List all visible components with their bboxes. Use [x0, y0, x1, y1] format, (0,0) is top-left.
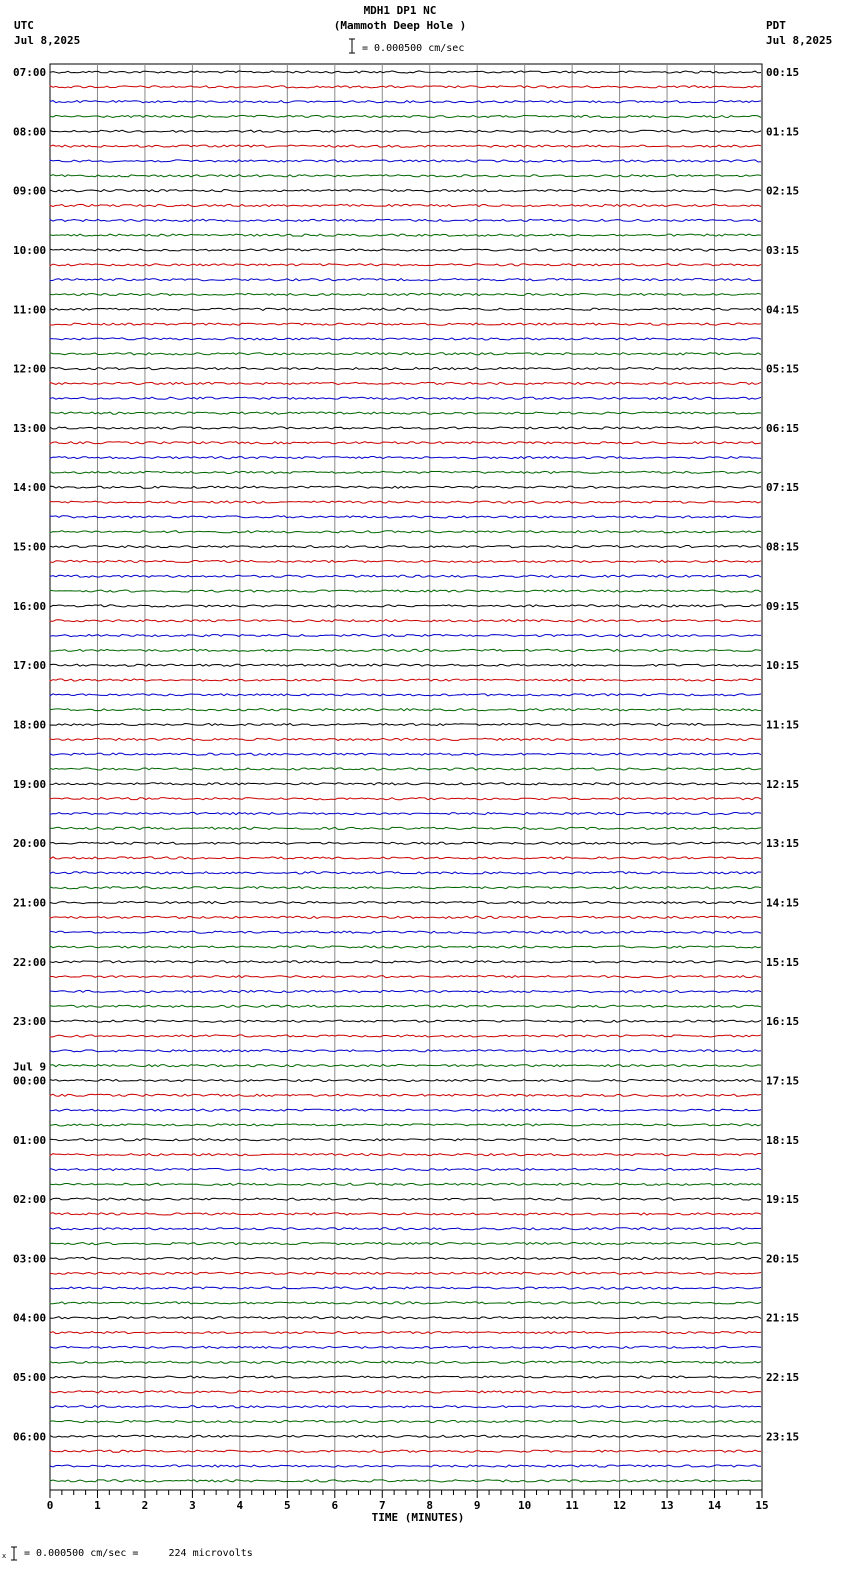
utc-hour-label: 09:00 [13, 184, 47, 198]
seismic-trace [50, 887, 761, 889]
pdt-hour-label: 14:15 [766, 896, 800, 910]
seismic-trace [50, 368, 761, 370]
utc-hour-label: 20:00 [13, 837, 47, 851]
seismic-trace [50, 738, 761, 740]
utc-hour-label: 22:00 [13, 955, 47, 969]
seismic-trace [50, 86, 761, 88]
scale-bar-icon [349, 39, 355, 53]
seismic-trace [50, 931, 761, 933]
seismic-trace [50, 679, 761, 681]
pdt-hour-label: 04:15 [766, 303, 800, 317]
seismic-trace [50, 442, 761, 444]
seismic-trace [50, 575, 761, 577]
seismic-trace [50, 160, 761, 162]
seismic-trace [50, 590, 761, 592]
seismic-trace [50, 560, 761, 562]
seismic-trace [50, 382, 761, 384]
utc-hour-label: 05:00 [13, 1371, 47, 1385]
seismic-trace [50, 664, 761, 666]
pdt-hour-label: 21:15 [766, 1311, 800, 1325]
seismic-trace [50, 190, 761, 192]
x-tick-label: 4 [236, 1499, 244, 1512]
pdt-label: PDT [766, 19, 786, 32]
seismic-trace [50, 990, 761, 992]
seismic-trace [50, 219, 761, 221]
seismic-trace [50, 1139, 761, 1141]
seismic-trace [50, 145, 761, 147]
pdt-hour-label: 03:15 [766, 243, 800, 257]
utc-hour-label: 19:00 [13, 777, 47, 791]
seismic-trace [50, 1124, 761, 1126]
utc-hour-label: 17:00 [13, 659, 47, 673]
seismic-trace [50, 1450, 761, 1452]
seismic-trace [50, 249, 761, 251]
seismic-trace [50, 857, 761, 859]
seismic-trace [50, 234, 761, 236]
seismic-trace [50, 768, 761, 770]
seismic-trace [50, 709, 761, 711]
seismic-trace [50, 1168, 761, 1170]
x-tick-label: 3 [189, 1499, 196, 1512]
station-location: (Mammoth Deep Hole ) [333, 19, 467, 32]
seismic-trace [50, 1465, 761, 1467]
x-tick-label: 0 [46, 1499, 54, 1512]
utc-hour-label: 16:00 [13, 599, 47, 613]
seismic-trace [50, 1376, 761, 1378]
seismic-trace [50, 323, 761, 325]
utc-hour-label: 21:00 [13, 896, 47, 910]
seismic-trace [50, 1257, 761, 1259]
pdt-hour-label: 05:15 [766, 362, 800, 376]
seismic-trace [50, 279, 761, 281]
seismic-trace [50, 175, 761, 177]
utc-hour-label: 01:00 [13, 1133, 47, 1147]
seismic-trace [50, 827, 761, 829]
seismic-trace [50, 723, 761, 725]
seismic-trace [50, 308, 761, 310]
utc-hour-label: 04:00 [13, 1311, 47, 1325]
pdt-hour-label: 15:15 [766, 955, 800, 969]
pdt-hour-label: 06:15 [766, 421, 800, 435]
seismic-trace [50, 872, 761, 874]
seismic-trace [50, 1079, 761, 1081]
pdt-hour-label: 17:15 [766, 1074, 800, 1088]
x-tick-label: 8 [426, 1499, 434, 1512]
seismic-trace [50, 1243, 761, 1245]
seismic-trace [50, 753, 761, 755]
seismic-trace [50, 412, 761, 414]
x-tick-label: 12 [612, 1499, 627, 1512]
date-change-label: Jul 9 [13, 1060, 47, 1074]
pdt-hour-label: 20:15 [766, 1252, 800, 1266]
x-tick-label: 9 [473, 1499, 481, 1512]
x-tick-label: 14 [707, 1499, 722, 1512]
seismic-trace [50, 1094, 761, 1096]
seismic-trace [50, 486, 761, 488]
seismic-trace [50, 916, 761, 918]
pdt-hour-label: 12:15 [766, 777, 800, 791]
seismic-trace [50, 1346, 761, 1348]
pdt-hour-label: 07:15 [766, 481, 800, 495]
seismic-trace [50, 1035, 761, 1037]
pdt-hour-label: 11:15 [766, 718, 800, 732]
seismic-trace [50, 338, 761, 340]
x-tick-label: 11 [565, 1499, 579, 1512]
seismic-trace [50, 976, 761, 978]
pdt-hour-label: 00:15 [766, 66, 800, 79]
seismic-trace [50, 293, 761, 295]
seismic-trace [50, 798, 761, 800]
seismic-trace [50, 353, 761, 355]
utc-hour-label: 23:00 [13, 1015, 47, 1029]
seismic-trace [50, 1421, 761, 1423]
utc-hour-label: 12:00 [13, 362, 47, 376]
seismic-trace [50, 264, 761, 266]
pdt-hour-label: 08:15 [766, 540, 800, 554]
pdt-hour-label: 16:15 [766, 1015, 800, 1029]
utc-hour-label: 14:00 [13, 481, 47, 495]
pdt-hour-label: 13:15 [766, 837, 800, 851]
seismic-trace [50, 901, 761, 903]
seismic-trace [50, 694, 761, 696]
seismic-trace [50, 1435, 761, 1437]
seismic-trace [50, 649, 761, 651]
seismic-trace [50, 471, 761, 473]
seismic-trace [50, 501, 761, 503]
seismic-trace [50, 634, 761, 636]
utc-hour-label: 02:00 [13, 1193, 47, 1207]
utc-hour-label: 13:00 [13, 421, 47, 435]
seismic-trace [50, 1332, 761, 1334]
utc-hour-label: 00:00 [13, 1074, 47, 1088]
seismic-trace [50, 1480, 761, 1482]
pdt-hour-label: 19:15 [766, 1193, 800, 1207]
utc-hour-label: 03:00 [13, 1252, 47, 1266]
seismic-trace [50, 115, 761, 117]
seismic-trace [50, 812, 761, 814]
seismic-trace [50, 620, 761, 622]
seismic-trace [50, 546, 761, 548]
seismic-trace [50, 457, 761, 459]
utc-hour-label: 08:00 [13, 125, 47, 139]
pdt-hour-label: 10:15 [766, 659, 800, 673]
pdt-date: Jul 8,2025 [766, 34, 833, 47]
x-tick-label: 2 [141, 1499, 149, 1512]
station-title: MDH1 DP1 NC [363, 4, 437, 17]
seismic-trace [50, 427, 761, 429]
seismic-trace [50, 961, 761, 963]
utc-hour-label: 07:00 [13, 66, 47, 79]
seismic-trace [50, 397, 761, 399]
seismic-trace [50, 1005, 761, 1007]
pdt-hour-label: 23:15 [766, 1430, 800, 1444]
seismic-trace [50, 101, 761, 103]
seismic-trace [50, 1198, 761, 1200]
seismic-trace [50, 204, 761, 206]
seismic-trace [50, 1154, 761, 1156]
utc-hour-label: 15:00 [13, 540, 47, 554]
plot-frame [50, 64, 762, 1490]
seismic-trace [50, 1287, 761, 1289]
x-tick-label: 10 [518, 1499, 532, 1512]
footer-scale-note: = 0.000500 cm/sec = 224 microvolts [24, 1548, 253, 1559]
x-tick-label: 7 [378, 1499, 386, 1512]
pdt-hour-label: 09:15 [766, 599, 800, 613]
pdt-hour-label: 18:15 [766, 1133, 800, 1147]
seismic-trace [50, 605, 761, 607]
seismic-trace [50, 946, 761, 948]
seismic-trace [50, 783, 761, 785]
seismic-trace [50, 1050, 761, 1052]
seismic-trace [50, 1391, 761, 1393]
seismic-trace [50, 1272, 761, 1274]
seismic-trace [50, 842, 761, 844]
seismic-trace [50, 1302, 761, 1304]
seismic-trace [50, 1020, 761, 1022]
seismic-trace [50, 1109, 761, 1111]
x-tick-label: 13 [660, 1499, 674, 1512]
utc-label: UTC [14, 19, 34, 32]
seismic-trace [50, 531, 761, 533]
seismic-trace [50, 130, 761, 132]
utc-date: Jul 8,2025 [14, 34, 81, 47]
utc-hour-label: 06:00 [13, 1430, 47, 1444]
seismic-trace [50, 1065, 761, 1067]
seismic-trace [50, 71, 761, 73]
pdt-hour-label: 02:15 [766, 184, 800, 198]
x-tick-label: 1 [94, 1499, 101, 1512]
seismic-trace [50, 1317, 761, 1319]
utc-hour-label: 18:00 [13, 718, 47, 732]
pdt-hour-label: 01:15 [766, 125, 800, 139]
pdt-hour-label: 22:15 [766, 1371, 800, 1385]
seismic-trace [50, 1228, 761, 1230]
scale-text: = 0.000500 cm/sec [362, 43, 465, 54]
seismic-trace [50, 516, 761, 518]
seismic-trace [50, 1213, 761, 1215]
x-tick-label: 6 [331, 1499, 339, 1512]
x-tick-label: 5 [284, 1499, 291, 1512]
svg-text:x: x [2, 1552, 7, 1560]
footer-scale-bar-icon [2, 1547, 17, 1560]
x-tick-label: 15 [755, 1499, 769, 1512]
seismic-trace [50, 1406, 761, 1408]
utc-hour-label: 10:00 [13, 243, 47, 257]
seismic-trace [50, 1361, 761, 1363]
utc-hour-label: 11:00 [13, 303, 47, 317]
seismic-trace [50, 1183, 761, 1185]
x-axis-label: TIME (MINUTES) [371, 1511, 465, 1524]
